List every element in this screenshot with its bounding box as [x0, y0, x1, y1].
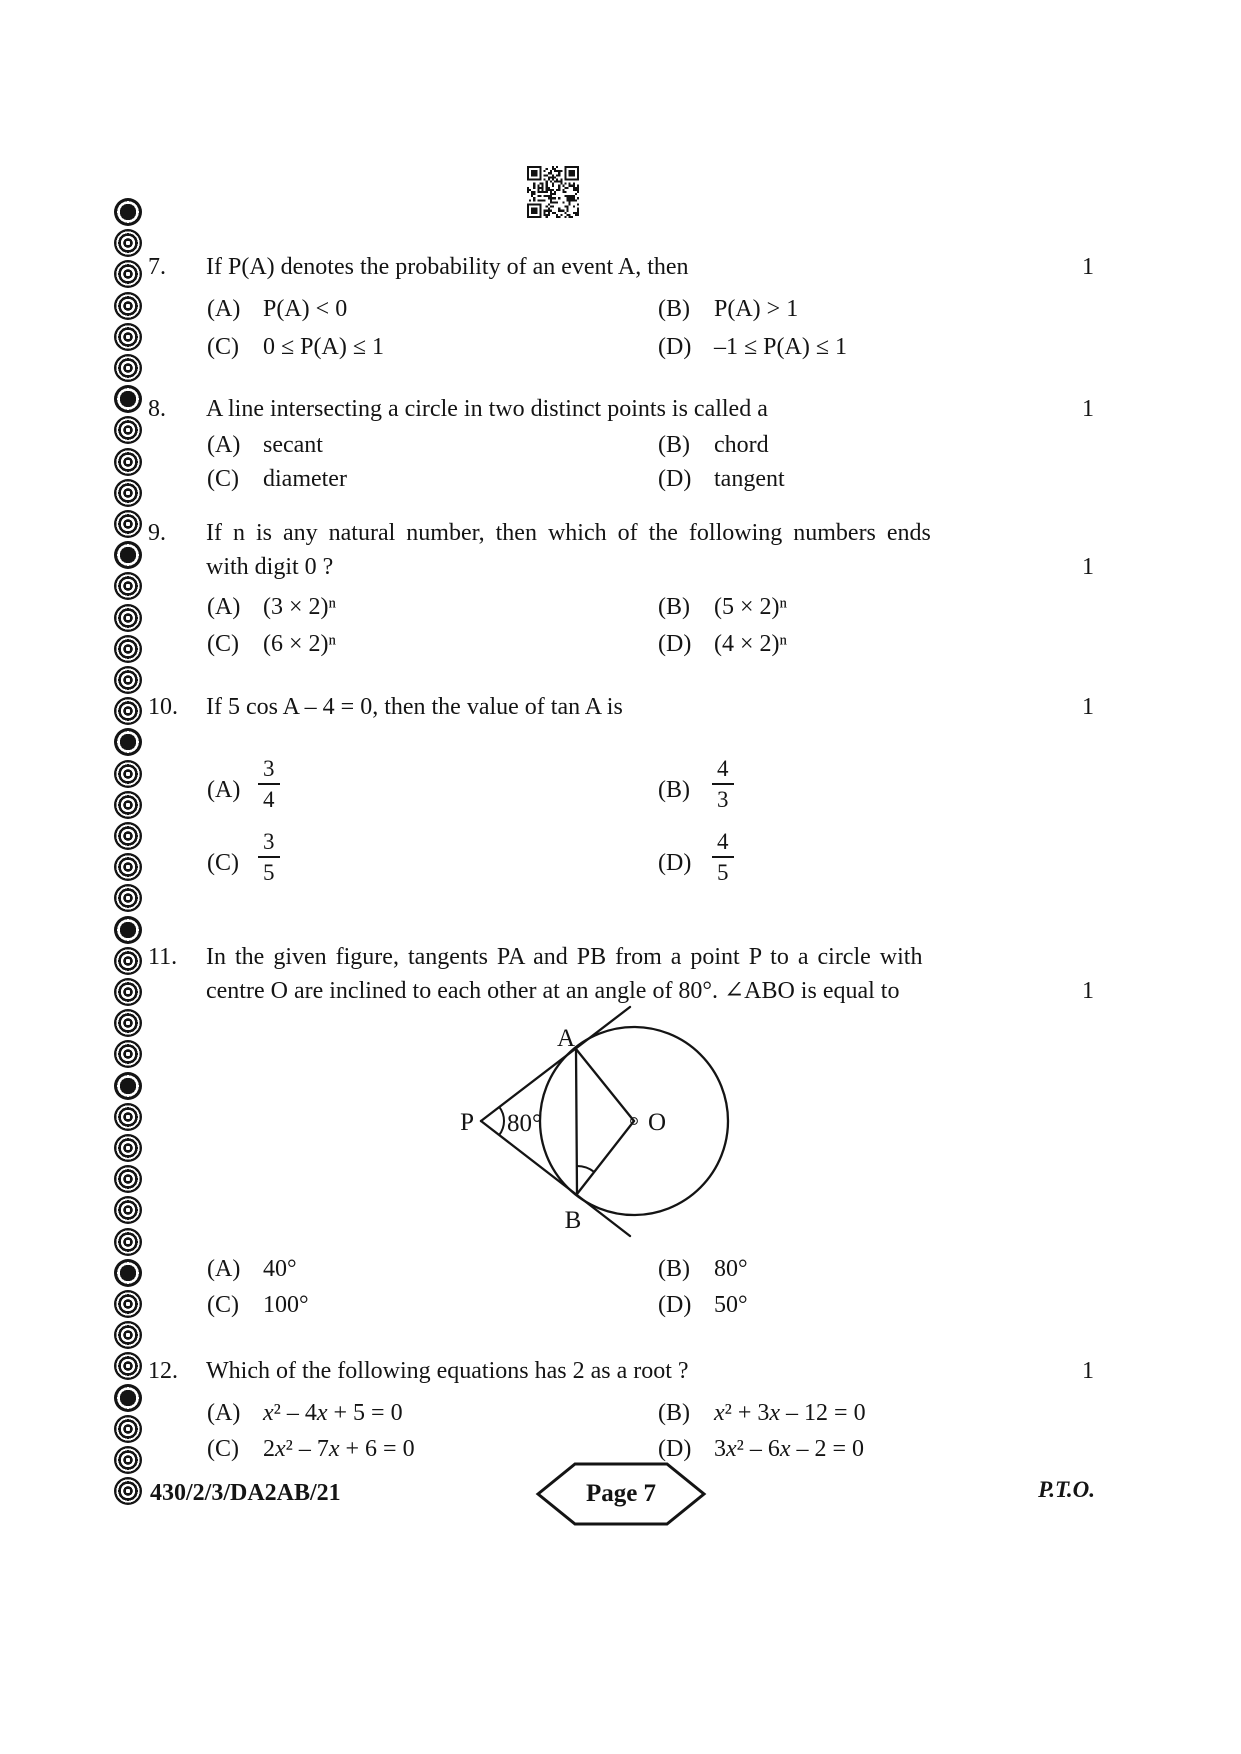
question-number: 12. [148, 1358, 178, 1384]
registration-mark [114, 1040, 142, 1068]
question-number: 9. [148, 520, 166, 546]
figure-label-b: B [564, 1207, 582, 1234]
registration-mark [114, 1196, 142, 1224]
fraction-denominator: 5 [717, 860, 729, 885]
option-label: (C) [207, 1436, 239, 1462]
figure-angle-label: 80° [507, 1110, 542, 1137]
registration-mark [114, 604, 142, 632]
option-label: (C) [207, 466, 239, 492]
option-value: 2x² – 7x + 6 = 0 [263, 1436, 415, 1462]
registration-mark [114, 1415, 142, 1443]
figure-label-a: A [556, 1025, 575, 1052]
registration-mark [114, 510, 142, 538]
angle-arc-p [499, 1107, 504, 1135]
registration-mark [114, 1290, 142, 1318]
option-label: (D) [658, 1436, 692, 1462]
option-label: (D) [658, 466, 692, 492]
option-label: (C) [207, 1292, 239, 1318]
question-marks: 1 [1082, 254, 1094, 280]
option-value: 3x² – 6x – 2 = 0 [714, 1436, 865, 1462]
option-value: 50° [714, 1292, 748, 1318]
page-number: Page 7 [585, 1480, 657, 1507]
option-value: tangent [714, 466, 785, 492]
option-label: (B) [658, 296, 690, 322]
question-number: 10. [148, 694, 178, 720]
fraction-numerator: 3 [258, 755, 280, 785]
fraction-denominator: 4 [263, 787, 275, 812]
question-marks: 1 [1082, 396, 1094, 422]
registration-mark [114, 1103, 142, 1131]
option-label: (A) [207, 432, 241, 458]
registration-mark [114, 448, 142, 476]
option-label: (B) [658, 432, 690, 458]
option-label: (A) [207, 594, 241, 620]
question-number: 7. [148, 254, 166, 280]
option-label: (D) [658, 631, 692, 657]
option-label: (C) [207, 334, 239, 360]
fraction-numerator: 4 [712, 755, 734, 785]
option-label: (B) [658, 594, 690, 620]
option-value: x² – 4x + 5 = 0 [263, 1400, 403, 1426]
question-marks: 1 [1082, 1358, 1094, 1384]
option-value: (6 × 2)ⁿ [263, 631, 337, 657]
registration-mark [114, 479, 142, 507]
option-label: (C) [207, 631, 239, 657]
option-fraction [258, 828, 280, 886]
option-label: (B) [658, 1256, 690, 1282]
figure-label-p: P [460, 1109, 474, 1136]
registration-mark [114, 572, 142, 600]
option-value: 100° [263, 1292, 309, 1318]
option-fraction [258, 755, 280, 813]
question-text-line2: centre O are inclined to each other at an angle of 80°. ∠ABO is equal to [206, 978, 900, 1004]
registration-mark [114, 1134, 142, 1162]
registration-mark [114, 635, 142, 663]
paper-code: 430/2/3/DA2AB/21 [150, 1480, 341, 1506]
registration-mark [114, 884, 142, 912]
registration-mark [114, 791, 142, 819]
registration-mark-filled [114, 198, 142, 226]
option-value: 80° [714, 1256, 748, 1282]
registration-mark [114, 1009, 142, 1037]
fraction-denominator: 3 [717, 787, 729, 812]
registration-mark [114, 229, 142, 257]
fraction-numerator: 3 [258, 828, 280, 858]
option-value: secant [263, 432, 323, 458]
question-text: A line intersecting a circle in two distinct points is called a [206, 396, 768, 422]
registration-mark [114, 1321, 142, 1349]
fraction-numerator: 4 [712, 828, 734, 858]
option-label: (A) [207, 1256, 241, 1282]
registration-mark [114, 1165, 142, 1193]
option-value: 0 ≤ P(A) ≤ 1 [263, 334, 385, 360]
registration-mark [114, 292, 142, 320]
registration-mark [114, 1477, 142, 1505]
qr-code [527, 166, 579, 218]
registration-mark [114, 822, 142, 850]
registration-mark [114, 323, 142, 351]
question-text: If P(A) denotes the probability of an event A, then [206, 254, 689, 280]
question-text: If 5 cos A – 4 = 0, then the value of tan A is [206, 694, 623, 720]
option-label: (B) [658, 1400, 690, 1426]
option-value: (3 × 2)ⁿ [263, 594, 337, 620]
option-label: (D) [658, 1292, 692, 1318]
angle-arc-b [577, 1166, 594, 1172]
registration-mark [114, 978, 142, 1006]
registration-mark [114, 666, 142, 694]
registration-mark-filled [114, 541, 142, 569]
registration-mark [114, 260, 142, 288]
registration-mark [114, 1446, 142, 1474]
pto-label: P.T.O. [1038, 1477, 1095, 1502]
option-value: diameter [263, 466, 347, 492]
option-label: (C) [207, 850, 239, 876]
registration-mark-filled [114, 728, 142, 756]
figure-label-o: O [648, 1109, 667, 1136]
question-text-line1: In the given figure, tangents PA and PB from a point P to a circle with [206, 944, 923, 970]
option-fraction [712, 828, 734, 886]
question-marks: 1 [1082, 978, 1094, 1004]
registration-mark-filled [114, 1384, 142, 1412]
registration-mark [114, 760, 142, 788]
registration-mark-filled [114, 916, 142, 944]
option-value: P(A) < 0 [263, 296, 348, 322]
option-label: (A) [207, 296, 241, 322]
registration-mark-filled [114, 1259, 142, 1287]
tangent-circle-figure [410, 990, 760, 1256]
registration-mark [114, 947, 142, 975]
option-value: chord [714, 432, 769, 458]
registration-mark-filled [114, 385, 142, 413]
option-label: (D) [658, 850, 692, 876]
question-marks: 1 [1082, 554, 1094, 580]
option-label: (A) [207, 777, 241, 803]
fraction-denominator: 5 [263, 860, 275, 885]
question-marks: 1 [1082, 694, 1094, 720]
registration-mark [114, 354, 142, 382]
registration-mark [114, 416, 142, 444]
question-number: 8. [148, 396, 166, 422]
page-number-badge [535, 1461, 707, 1527]
registration-mark-filled [114, 1072, 142, 1100]
option-value: (4 × 2)ⁿ [714, 631, 788, 657]
option-label: (A) [207, 1400, 241, 1426]
option-label: (D) [658, 334, 692, 360]
option-value: (5 × 2)ⁿ [714, 594, 788, 620]
option-value: 40° [263, 1256, 297, 1282]
registration-mark [114, 853, 142, 881]
option-value: –1 ≤ P(A) ≤ 1 [714, 334, 848, 360]
question-number: 11. [148, 944, 178, 970]
option-label: (B) [658, 777, 690, 803]
option-value: x² + 3x – 12 = 0 [714, 1400, 866, 1426]
registration-mark [114, 1228, 142, 1256]
registration-mark [114, 697, 142, 725]
question-text-line1: If n is any natural number, then which of the following numbers ends [206, 520, 931, 546]
question-text-line2: with digit 0 ? [206, 554, 334, 580]
registration-mark [114, 1352, 142, 1380]
option-value: P(A) > 1 [714, 296, 799, 322]
question-text: Which of the following equations has 2 as a root ? [206, 1358, 689, 1384]
option-fraction [712, 755, 734, 813]
